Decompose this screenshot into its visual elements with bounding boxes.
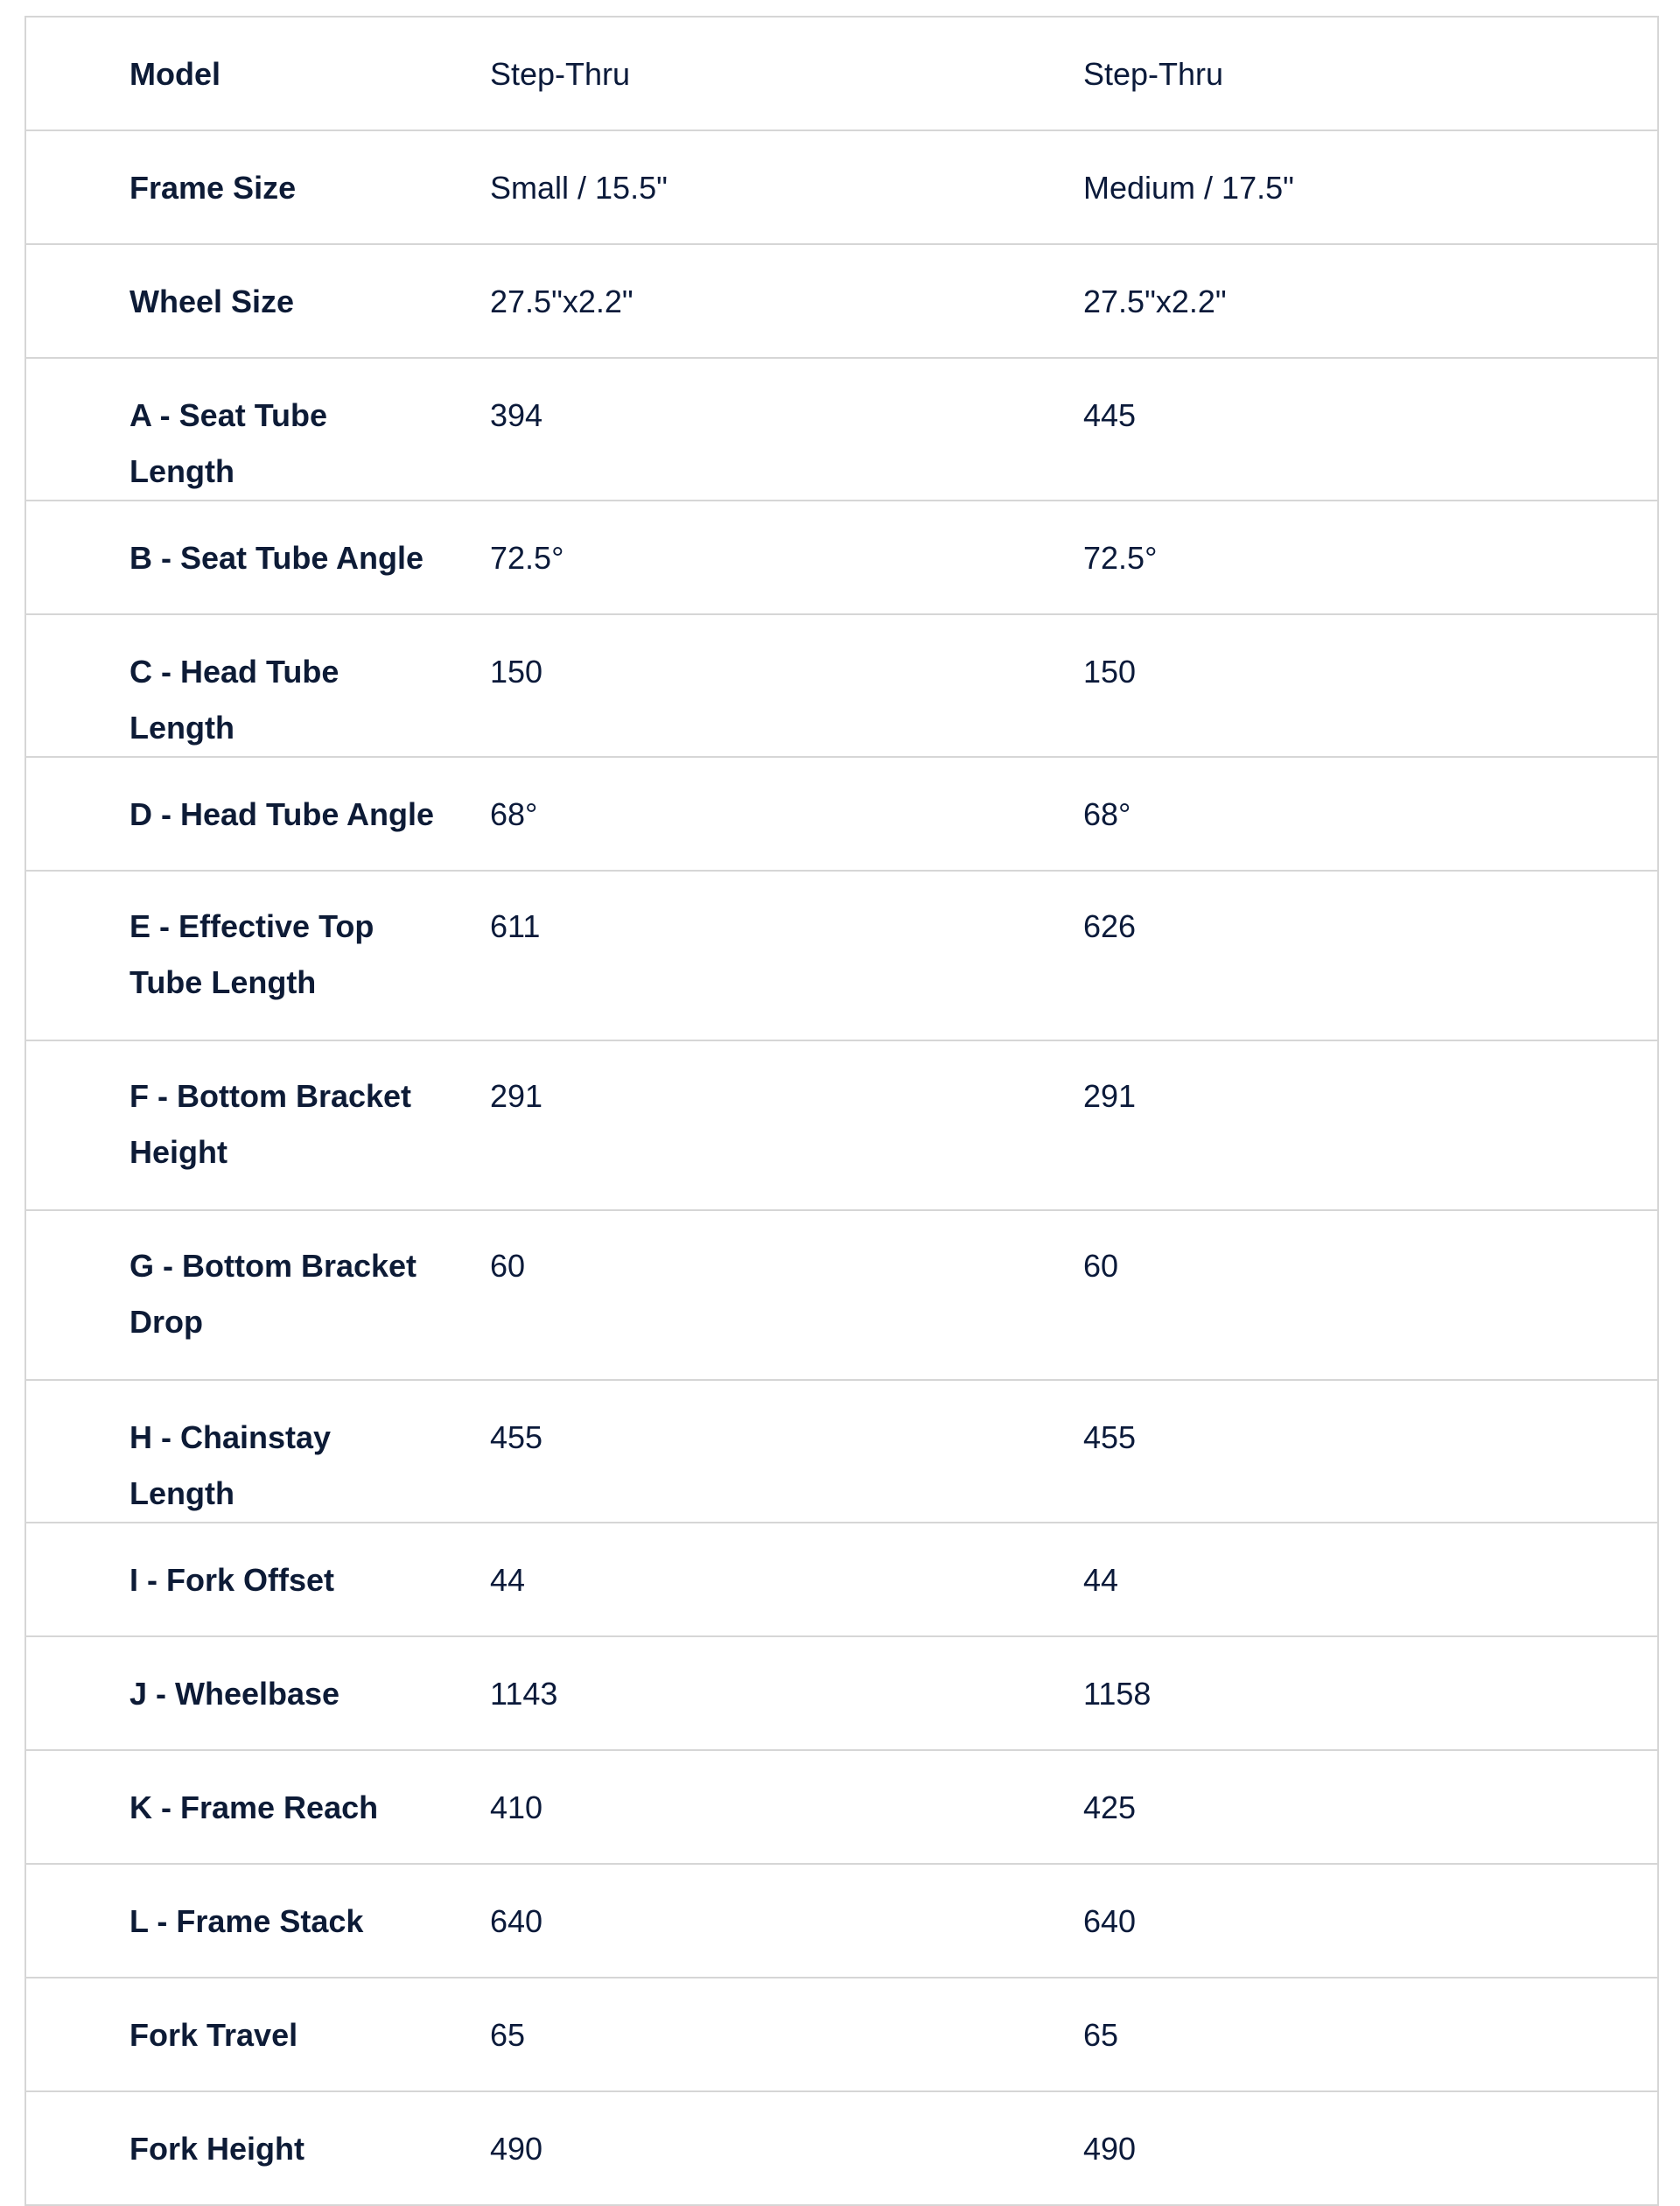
table-row-fork-height bbox=[25, 2091, 1658, 2205]
table-row-fork-offset bbox=[25, 1523, 1658, 1636]
row-value-medium: 65 bbox=[1083, 2017, 1119, 2053]
table-row-head-tube-angle bbox=[25, 757, 1658, 871]
row-value-small: 27.5"x2.2" bbox=[490, 284, 634, 319]
row-value-small: Small / 15.5" bbox=[490, 170, 668, 206]
row-value-medium: Medium / 17.5" bbox=[1083, 170, 1294, 206]
table-row-seat-tube-length bbox=[25, 358, 1658, 501]
row-label: Fork Travel bbox=[130, 2017, 298, 2053]
row-label: Frame Size bbox=[130, 170, 297, 206]
row-value-small: 150 bbox=[490, 654, 543, 690]
row-label: I - Fork Offset bbox=[130, 1562, 335, 1598]
row-label: A - Seat Tube Length bbox=[130, 397, 328, 489]
row-label: F - Bottom Bracket Height bbox=[130, 1078, 412, 1170]
table-row-effective-top-tube-length bbox=[25, 871, 1658, 1040]
row-value-small: 65 bbox=[490, 2017, 526, 2053]
row-value-medium: 490 bbox=[1083, 2131, 1137, 2167]
geometry-table bbox=[24, 16, 1659, 2206]
row-label: D - Head Tube Angle bbox=[130, 796, 435, 832]
row-value-medium: 150 bbox=[1083, 654, 1137, 690]
table-row-head-tube-length bbox=[25, 614, 1658, 757]
table-row-bottom-bracket-height bbox=[25, 1040, 1658, 1210]
row-value-small: 72.5° bbox=[490, 540, 564, 576]
row-value-small: 60 bbox=[490, 1248, 526, 1284]
row-label: C - Head Tube Length bbox=[130, 654, 340, 746]
row-label: Fork Height bbox=[130, 2131, 305, 2167]
row-value-medium: 425 bbox=[1083, 1789, 1137, 1825]
row-value-small: 68° bbox=[490, 796, 538, 832]
table-row-frame-stack bbox=[25, 1864, 1658, 1978]
row-value-small: 1143 bbox=[490, 1676, 558, 1712]
table-row-seat-tube-angle bbox=[25, 501, 1658, 614]
row-label: Wheel Size bbox=[130, 284, 295, 319]
table-row-wheel-size bbox=[25, 244, 1658, 358]
row-label: Model bbox=[130, 56, 220, 92]
row-value-small: 490 bbox=[490, 2131, 543, 2167]
row-value-medium: 626 bbox=[1083, 908, 1137, 944]
row-label: L - Frame Stack bbox=[130, 1903, 364, 1939]
row-value-small: Step-Thru bbox=[490, 56, 631, 92]
row-label: G - Bottom Bracket Drop bbox=[130, 1248, 417, 1340]
row-value-medium: 640 bbox=[1083, 1903, 1137, 1939]
row-value-medium: 445 bbox=[1083, 397, 1137, 433]
row-value-medium: 60 bbox=[1083, 1248, 1119, 1284]
row-value-medium: 44 bbox=[1083, 1562, 1119, 1598]
row-value-small: 394 bbox=[490, 397, 543, 433]
row-value-small: 455 bbox=[490, 1419, 543, 1455]
row-value-medium: Step-Thru bbox=[1083, 56, 1224, 92]
row-label: H - Chainstay Length bbox=[130, 1419, 332, 1511]
table-row-bottom-bracket-drop bbox=[25, 1210, 1658, 1380]
row-value-medium: 455 bbox=[1083, 1419, 1137, 1455]
row-label: E - Effective Top Tube Length bbox=[130, 908, 374, 1000]
row-value-small: 44 bbox=[490, 1562, 526, 1598]
table-row-fork-travel bbox=[25, 1978, 1658, 2091]
table-row-frame-size bbox=[25, 130, 1658, 244]
row-label: K - Frame Reach bbox=[130, 1789, 379, 1825]
table-row-wheelbase bbox=[25, 1636, 1658, 1750]
row-label: B - Seat Tube Angle bbox=[130, 540, 424, 576]
table-row-frame-reach bbox=[25, 1750, 1658, 1864]
row-value-small: 291 bbox=[490, 1078, 543, 1114]
table-row-model bbox=[25, 17, 1658, 130]
row-value-medium: 27.5"x2.2" bbox=[1083, 284, 1227, 319]
row-value-medium: 68° bbox=[1083, 796, 1131, 832]
row-value-small: 640 bbox=[490, 1903, 543, 1939]
row-label: J - Wheelbase bbox=[130, 1676, 340, 1712]
row-value-medium: 1158 bbox=[1083, 1676, 1152, 1712]
table-row-chainstay-length bbox=[25, 1380, 1658, 1523]
row-value-medium: 72.5° bbox=[1083, 540, 1158, 576]
row-value-small: 611 bbox=[490, 908, 541, 944]
row-value-small: 410 bbox=[490, 1789, 543, 1825]
row-value-medium: 291 bbox=[1083, 1078, 1137, 1114]
